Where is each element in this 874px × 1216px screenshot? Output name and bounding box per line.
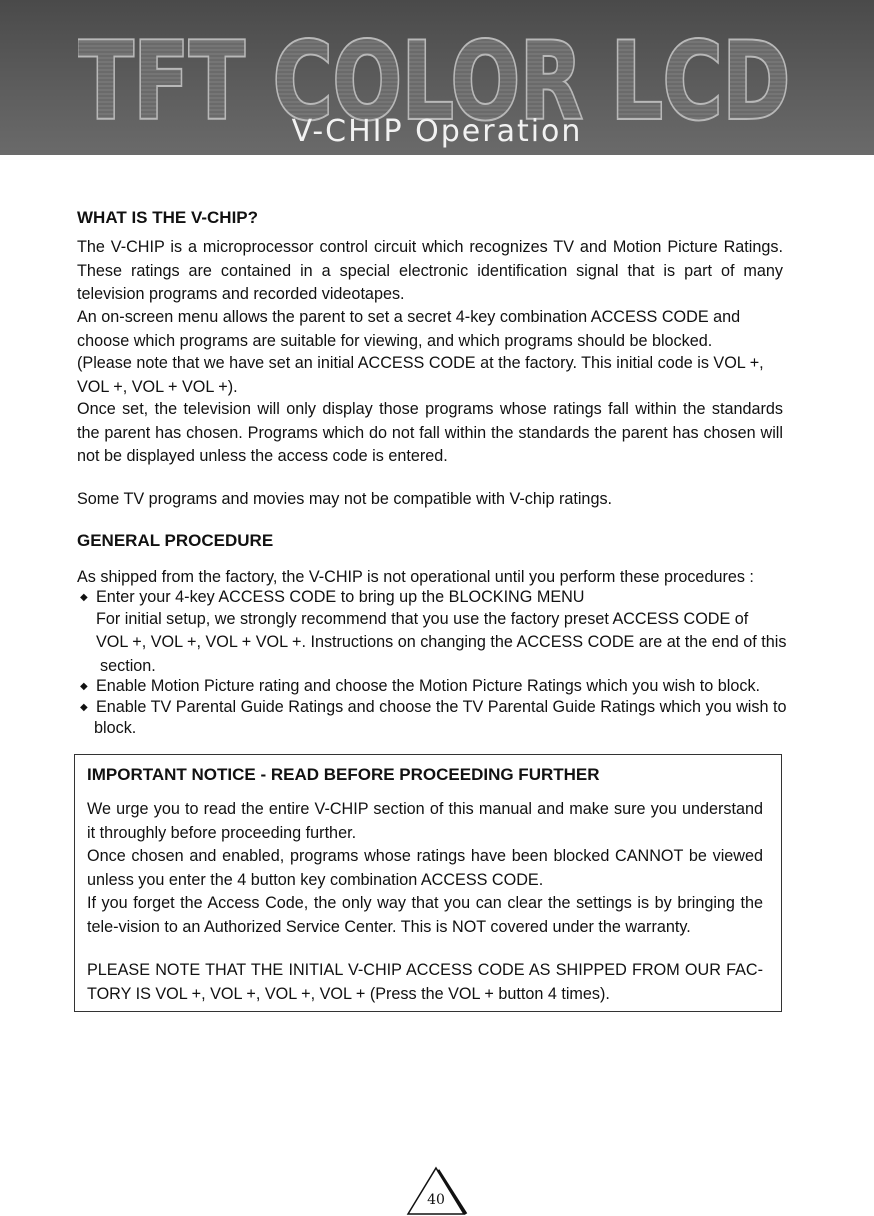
notice-title: IMPORTANT NOTICE - READ BEFORE PROCEEDING FURTHER <box>87 765 600 784</box>
notice-paragraph: If you forget the Access Code, the only way that you can clear the settings is by bringing the tele-vision to an Authorized Service Center. This is NOT covered under the warranty. <box>87 894 763 936</box>
paragraph: Once set, the television will only display those programs whose ratings fall within the standards the parent has chosen. Programs which do not fall within the standards the parent has chosen will not be displayed unless the access code is entered. <box>77 400 783 465</box>
bullet-continuation: For initial setup, we strongly recommend that you use the factory preset ACCESS CODE of <box>96 610 749 628</box>
bullet-continuation: VOL +, VOL +, VOL + VOL +. Instructions on changing the ACCESS CODE are at the end of this <box>96 633 787 651</box>
paragraph: The V-CHIP is a microprocessor control circuit which recognizes TV and Motion Picture Ratings. These ratings are contained in a special electronic identification signal that is part of many television programs and recorded videotapes. <box>77 238 783 303</box>
page-number-badge <box>404 1164 468 1216</box>
section-heading-general: GENERAL PROCEDURE <box>77 531 274 550</box>
section-heading-what-is: WHAT IS THE V-CHIP? <box>77 208 259 227</box>
paragraph: Some TV programs and movies may not be compatible with V-chip ratings. <box>77 490 613 508</box>
page-number: 40 <box>427 1192 445 1208</box>
page-header <box>0 0 874 155</box>
paragraph: (Please note that we have set an initial ACCESS CODE at the factory. This initial code is VOL +, VOL +, VOL + VOL +). <box>77 354 764 396</box>
notice-paragraph: We urge you to read the entire V-CHIP section of this manual and make sure you understand it throughly before proceeding further. <box>87 800 763 842</box>
bullet-icon: ◆ <box>80 592 88 603</box>
page-number-triangle-icon <box>404 1164 468 1216</box>
notice-paragraph: Once chosen and enabled, programs whose ratings have been blocked CANNOT be viewed unless you enter the 4 button key combination ACCESS CODE. <box>87 847 763 889</box>
bullet-continuation: section. <box>100 657 156 675</box>
page-title: V-CHIP Operation <box>291 114 583 149</box>
notice-paragraph: PLEASE NOTE THAT THE INITIAL V-CHIP ACCESS CODE AS SHIPPED FROM OUR FAC-TORY IS VOL +, VOL +, VOL +, VOL + (Press the VOL + button 4 times). <box>87 961 763 1003</box>
bullet-item: ◆ Enter your 4-key ACCESS CODE to bring up the BLOCKING MENU <box>80 586 585 609</box>
bullet-icon: ◆ <box>80 681 88 692</box>
bullet-item: ◆ Enable TV Parental Guide Ratings and choose the TV Parental Guide Ratings which you wish to <box>80 696 786 719</box>
bullet-icon: ◆ <box>80 702 88 713</box>
bullet-item: ◆ Enable Motion Picture rating and choose the Motion Picture Ratings which you wish to block. <box>80 675 760 698</box>
paragraph: An on-screen menu allows the parent to set a secret 4-key combination ACCESS CODE and choose which programs are suitable for viewing, and which programs should be blocked. <box>77 308 741 350</box>
paragraph: As shipped from the factory, the V-CHIP is not operational until you perform these procedures : <box>77 568 754 586</box>
important-notice-box <box>74 754 782 1012</box>
bullet-continuation: block. <box>94 719 137 737</box>
brand-text: TFT COLOR LCD <box>78 20 790 130</box>
brand-logo <box>78 0 798 130</box>
